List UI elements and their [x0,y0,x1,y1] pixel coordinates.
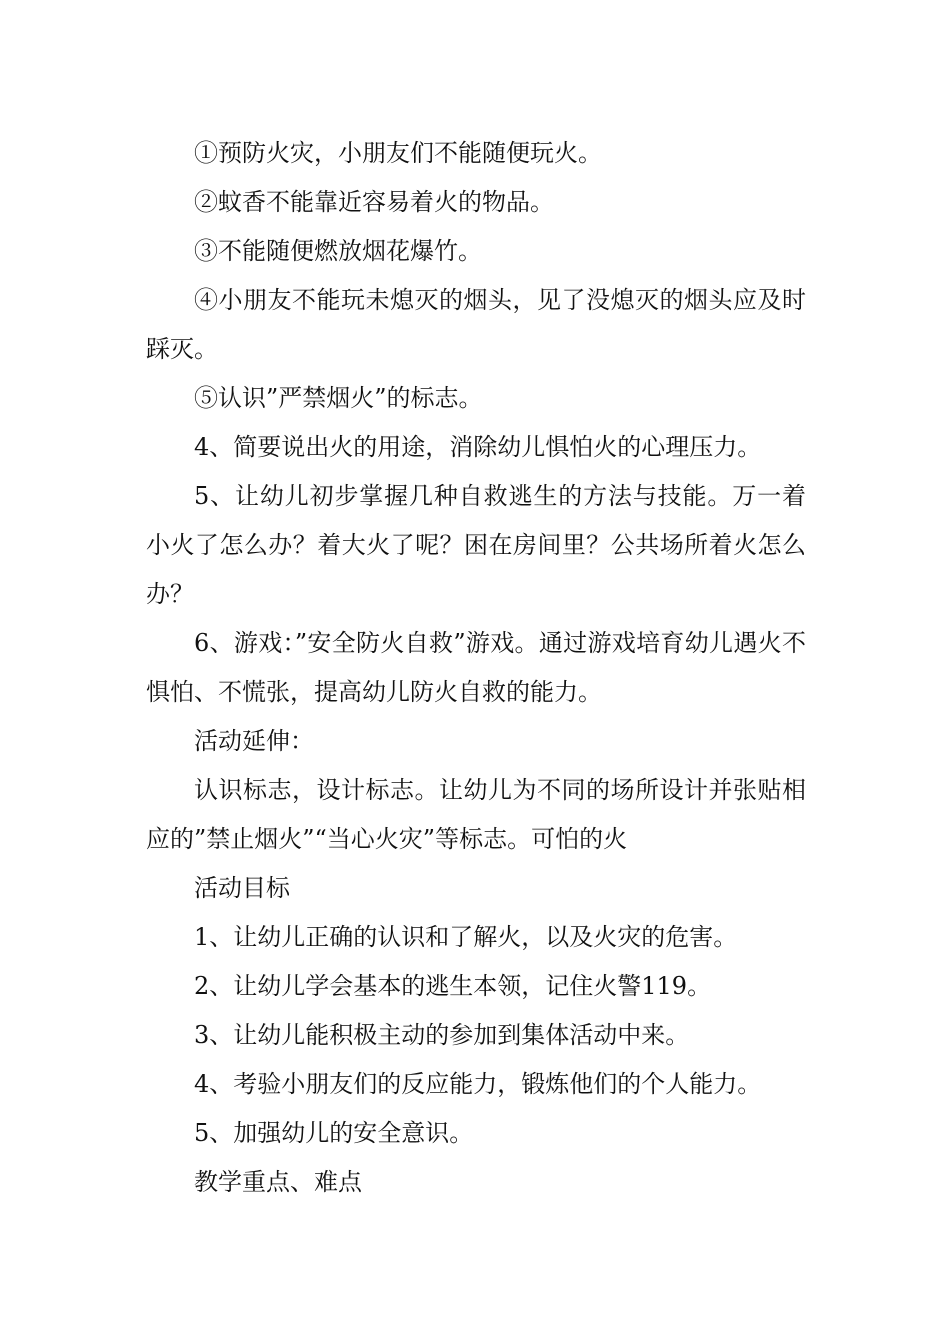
paragraph-uses-of-fire: 4、简要说出火的用途，消除幼儿惧怕火的心理压力。 [194,433,762,461]
document-page [146,129,806,1207]
heading-activity-extension: 活动延伸： [194,727,314,755]
paragraph-fire-prevention: ①预防火灾，小朋友们不能随便玩火。 [194,139,602,167]
paragraph-self-rescue: 5、让幼儿初步掌握几种自救逃生的方法与技能。万一着小火了怎么办？着大火了呢？困在房间里？公共场所着火怎么办？ [146,482,806,608]
paragraph-no-fire-sign: ⑤认识”严禁烟火”的标志。 [194,384,483,412]
paragraph-design-signs: 认识标志，设计标志。让幼儿为不同的场所设计并张贴相应的”禁止烟火”“当心火灾”等标志。可怕的火 [146,776,806,853]
goal-item-1: 1、让幼儿正确的认识和了解火，以及火灾的危害。 [194,923,738,951]
goal-item-3: 3、让幼儿能积极主动的参加到集体活动中来。 [194,1021,690,1049]
heading-key-points: 教学重点、难点 [194,1168,362,1196]
paragraph-fireworks: ③不能随便燃放烟花爆竹。 [194,237,482,265]
goal-item-2: 2、让幼儿学会基本的逃生本领，记住火警119。 [194,972,712,1000]
paragraph-game: 6、游戏：”安全防火自救”游戏。通过游戏培育幼儿遇火不惧怕、不慌张，提高幼儿防火自救的能力。 [146,629,806,706]
paragraph-mosquito-coil: ②蚊香不能靠近容易着火的物品。 [194,188,554,216]
paragraph-cigarette-butts: ④小朋友不能玩未熄灭的烟头，见了没熄灭的烟头应及时踩灭。 [146,286,806,363]
heading-activity-goals: 活动目标 [194,874,290,902]
goal-item-5: 5、加强幼儿的安全意识。 [194,1119,474,1147]
goal-item-4: 4、考验小朋友们的反应能力，锻炼他们的个人能力。 [194,1070,762,1098]
